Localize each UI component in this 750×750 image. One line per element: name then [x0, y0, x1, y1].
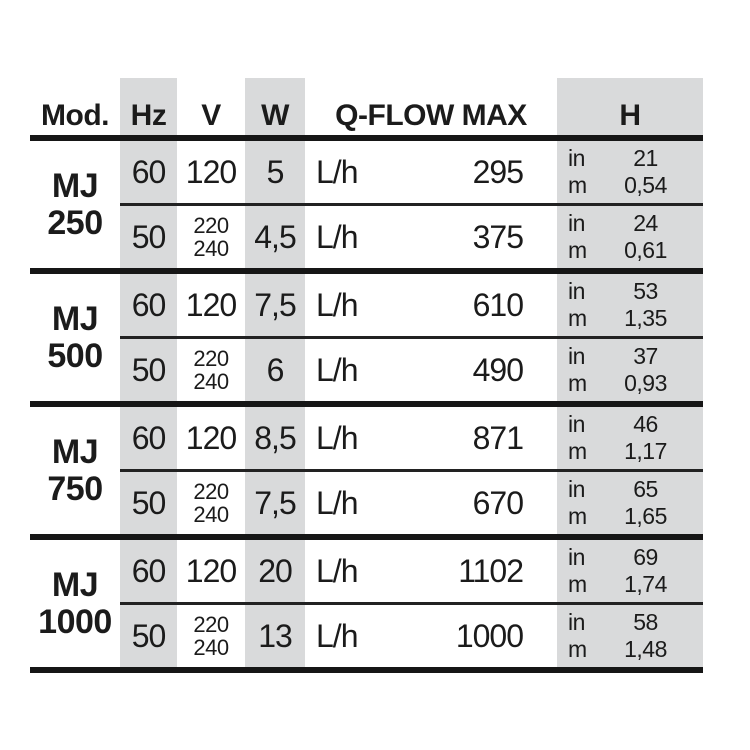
voltage-bottom: 240	[193, 635, 229, 660]
voltage-cell: 120	[185, 419, 237, 456]
voltage-top: 220	[193, 213, 229, 238]
watt-cell: 5	[245, 141, 305, 203]
head-in-value: 53	[633, 278, 658, 304]
model-cell	[30, 540, 120, 667]
table-row	[120, 141, 703, 206]
table-group-mj1000	[30, 540, 703, 673]
flow-cell	[305, 605, 557, 667]
head-unit-m-label: m	[568, 571, 587, 597]
head-in-value: 21	[633, 145, 658, 171]
table-group-mj250	[30, 141, 703, 274]
group-rows	[120, 274, 703, 401]
model-name: MJ	[51, 299, 99, 338]
head-cell	[557, 206, 703, 268]
flow-unit-label: L/h	[316, 552, 358, 589]
model-name: MJ	[51, 432, 99, 471]
voltage-cell: 120	[185, 286, 237, 323]
voltage-bottom: 240	[193, 502, 229, 527]
flow-unit-label: L/h	[316, 218, 358, 255]
head-unit-m-label: m	[568, 636, 587, 662]
model-cell	[30, 407, 120, 534]
head-cell	[557, 274, 703, 336]
model-cell	[30, 141, 120, 268]
hz-cell: 60	[120, 540, 177, 602]
head-m-value: 0,54	[624, 172, 667, 198]
voltage-cell	[177, 605, 245, 667]
head-m-value: 1,35	[624, 305, 667, 331]
head-cell	[557, 339, 703, 401]
flow-cell	[305, 472, 557, 534]
flow-unit-label: L/h	[316, 286, 358, 323]
header-h: H	[557, 78, 703, 135]
voltage-top: 220	[193, 346, 229, 371]
head-cell	[557, 472, 703, 534]
head-unit-m-label: m	[568, 370, 587, 396]
head-unit-in-label: in	[568, 544, 585, 570]
model-number: 500	[47, 336, 103, 375]
pump-spec-table	[30, 78, 703, 673]
head-cell	[557, 141, 703, 203]
head-cell	[557, 605, 703, 667]
flow-cell	[305, 339, 557, 401]
table-row	[120, 206, 703, 268]
header-qflow: Q-FLOW MAX	[335, 99, 527, 132]
head-in-value: 46	[633, 411, 658, 437]
head-m-value: 1,17	[624, 438, 667, 464]
header-v: V	[201, 99, 221, 132]
voltage-cell: 120	[185, 552, 237, 589]
head-in-value: 58	[633, 609, 658, 635]
watt-cell: 13	[245, 605, 305, 667]
table-row	[120, 339, 703, 401]
head-m-value: 1,48	[624, 636, 667, 662]
watt-cell: 7,5	[245, 472, 305, 534]
table-row	[120, 540, 703, 605]
watt-cell: 6	[245, 339, 305, 401]
head-unit-in-label: in	[568, 278, 585, 304]
group-rows	[120, 540, 703, 667]
flow-value: 871	[472, 419, 523, 456]
hz-cell: 50	[120, 605, 177, 667]
table-row	[120, 605, 703, 667]
hz-cell: 50	[120, 472, 177, 534]
voltage-cell	[177, 472, 245, 534]
flow-cell	[305, 274, 557, 336]
flow-unit-label: L/h	[316, 617, 358, 654]
voltage-cell	[177, 339, 245, 401]
flow-cell	[305, 141, 557, 203]
flow-cell	[305, 407, 557, 469]
model-name: MJ	[51, 565, 99, 604]
flow-value: 375	[472, 218, 523, 255]
flow-value: 1102	[458, 552, 523, 589]
model-number: 250	[47, 203, 103, 242]
head-in-value: 65	[633, 476, 658, 502]
head-unit-m-label: m	[568, 172, 587, 198]
watt-cell: 7,5	[245, 274, 305, 336]
flow-unit-label: L/h	[316, 351, 358, 388]
model-number: 1000	[38, 602, 112, 641]
head-unit-in-label: in	[568, 476, 585, 502]
head-unit-in-label: in	[568, 145, 585, 171]
flow-unit-label: L/h	[316, 153, 358, 190]
head-unit-in-label: in	[568, 411, 585, 437]
flow-cell	[305, 540, 557, 602]
voltage-cell	[177, 206, 245, 268]
hz-cell: 60	[120, 407, 177, 469]
head-unit-m-label: m	[568, 438, 587, 464]
table-header-row	[30, 78, 703, 141]
voltage-top: 220	[193, 612, 229, 637]
head-unit-m-label: m	[568, 503, 587, 529]
group-rows	[120, 141, 703, 268]
watt-cell: 4,5	[245, 206, 305, 268]
hz-cell: 60	[120, 274, 177, 336]
voltage-bottom: 240	[193, 236, 229, 261]
flow-value: 610	[472, 286, 523, 323]
head-m-value: 1,74	[624, 571, 667, 597]
hz-cell: 60	[120, 141, 177, 203]
flow-value: 490	[472, 351, 523, 388]
head-in-value: 37	[633, 343, 658, 369]
head-in-value: 24	[633, 210, 658, 236]
table-row	[120, 407, 703, 472]
voltage-top: 220	[193, 479, 229, 504]
model-cell	[30, 274, 120, 401]
group-rows	[120, 407, 703, 534]
model-name: MJ	[51, 166, 99, 205]
voltage-bottom: 240	[193, 369, 229, 394]
head-cell	[557, 540, 703, 602]
table-row	[120, 274, 703, 339]
flow-unit-label: L/h	[316, 484, 358, 521]
hz-cell: 50	[120, 339, 177, 401]
head-m-value: 1,65	[624, 503, 667, 529]
head-unit-m-label: m	[568, 237, 587, 263]
voltage-cell: 120	[185, 153, 237, 190]
flow-value: 1000	[455, 617, 523, 654]
flow-value: 295	[472, 153, 523, 190]
flow-unit-label: L/h	[316, 419, 358, 456]
hz-cell: 50	[120, 206, 177, 268]
head-m-value: 0,93	[624, 370, 667, 396]
header-hz: Hz	[120, 78, 177, 135]
table-row	[120, 472, 703, 534]
watt-cell: 8,5	[245, 407, 305, 469]
table-group-mj500	[30, 274, 703, 407]
head-unit-m-label: m	[568, 305, 587, 331]
head-unit-in-label: in	[568, 609, 585, 635]
header-w: W	[245, 78, 305, 135]
head-unit-in-label: in	[568, 210, 585, 236]
head-unit-in-label: in	[568, 343, 585, 369]
header-mod: Mod.	[41, 99, 109, 132]
table-group-mj750	[30, 407, 703, 540]
model-number: 750	[47, 469, 103, 508]
flow-value: 670	[472, 484, 523, 521]
head-cell	[557, 407, 703, 469]
head-in-value: 69	[633, 544, 658, 570]
watt-cell: 20	[245, 540, 305, 602]
flow-cell	[305, 206, 557, 268]
head-m-value: 0,61	[624, 237, 667, 263]
